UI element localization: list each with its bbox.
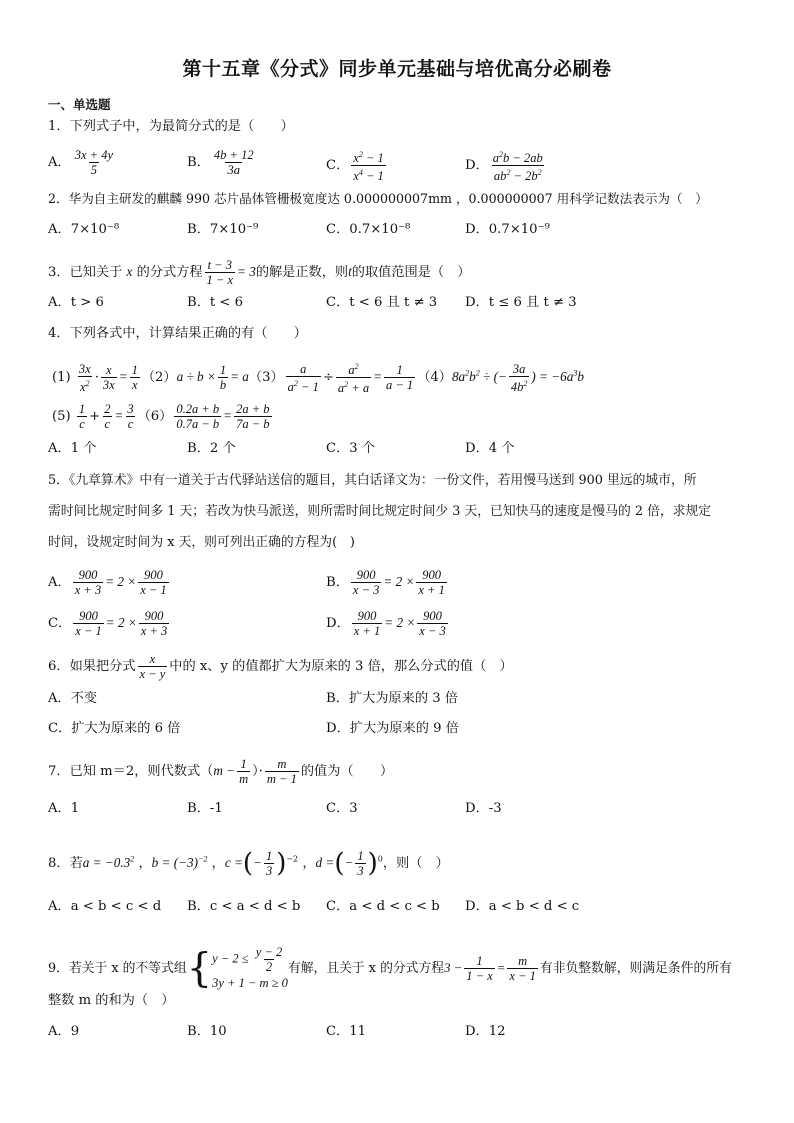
q2-option-a[interactable]: A．7×10⁻⁸ [48,222,120,237]
q8-option-b[interactable]: B．c < a < d < b [187,899,301,914]
question-8-stem: 8．若$a = -0.3^2$ ，$b = (-3)^{-2}$ ，c =(− $\frac{1}{3}$ )$^{-2}$ ，d =(− $\frac{1}{3}$ )$^0$，则（ ） [48,848,449,879]
q4-option-d[interactable]: D．4 个 [465,441,515,456]
q6-option-a[interactable]: A．不变 [48,691,98,706]
q2-option-b[interactable]: B．7×10⁻⁹ [187,222,259,237]
q1-option-b[interactable]: B． $\frac{4b + 12}{3a}$ [187,148,254,177]
q7-option-a[interactable]: A．1 [48,801,80,816]
question-1-stem: 1．下列式子中，为最简分式的是（ ） [48,119,294,134]
q1-option-d[interactable]: D． $\frac{a^2b - 2ab}{ab^2 - 2b^2}$ [465,150,543,184]
q3-option-a[interactable]: A．t > 6 [48,295,104,310]
q5-option-c[interactable]: C． $\frac{900}{x - 1}$ = 2 × $\frac{900}{x + 3}$ [48,609,168,638]
q8-option-c[interactable]: C．a < d < c < b [326,899,440,914]
q5-option-d[interactable]: D． $\frac{900}{x + 1}$ = 2 × $\frac{900}{x - 3}$ [326,609,446,638]
q3-option-d[interactable]: D．t ≤ 6 且 t ≠ 3 [465,295,577,310]
q1-option-a[interactable]: A． $\frac{3x + 4y}{5}$ [48,148,113,177]
q6-option-c[interactable]: C．扩大为原来的 6 倍 [48,721,181,736]
question-5-line-1: 5．《九章算术》中有一道关于古代驿站送信的题目，其白话译文为：一份文件，若用慢马送到 900 里远的城市，所 [48,473,697,488]
q4-expressions-row-1: (1) $\frac{3x}{x^2}$ · $\frac{x}{3x}$ = $\frac{1}{x}$ （2）a ÷ b × $\frac{1}{b}$ = a（3） $\frac{a}{a^2 - 1}$ ÷ $\frac{a^2}{a^2 + a}$ = $\frac{1}{a - 1}$ $(4)8a^2b^2$ ÷ (− $\frac{3a}{4b^2}$ ) = $-6a^3b$ [52,361,584,396]
q5-option-b[interactable]: B． $\frac{900}{x - 3}$ = 2 × $\frac{900}{x + 1}$ [326,568,445,597]
question-5-line-2: 需时间比规定时间多 1 天；若改为快马派送，则所需时间比规定时间少 3 天，已知快马的速度是慢马的 2 倍，求规定 [48,504,712,519]
q7-option-c[interactable]: C．3 [326,801,358,816]
question-9-stem: 9．若关于 x 的不等式组{ y − 2 ≤ $\frac{y - 2}{2}$ 3y + 1 − m ≥ 0 有解，且关于 x 的分式方程3 − $\frac{1}{1 - x}$ = $\frac{m}{x - 1}$ 有非负整数解，则满足条件的所有 [48,945,732,992]
q6-option-b[interactable]: B．扩大为原来的 3 倍 [326,691,458,706]
section-heading: 一、单选题 [48,97,111,112]
q9-option-b[interactable]: B．10 [187,1024,227,1039]
question-2-stem: 2．华为自主研发的麒麟 990 芯片晶体管栅极宽度达 0.000000007mm ，0.000000007 用科学记数法表示为（ ） [48,191,708,206]
q9-option-a[interactable]: A．9 [48,1024,80,1039]
q1-option-c[interactable]: C． $\frac{x^2 - 1}{x^4 - 1}$ [326,150,384,184]
q2-option-d[interactable]: D．0.7×10⁻⁹ [465,222,550,237]
q8-option-a[interactable]: A．a < b < c < d [48,899,162,914]
q4-option-a[interactable]: A．1 个 [48,441,97,456]
q9-option-c[interactable]: C．11 [326,1024,367,1039]
q8-option-d[interactable]: D．a < b < d < c [465,899,580,914]
question-7-stem: 7．已知 m＝2，则代数式（m − $\frac{1}{m}$ ）· $\frac{m}{m - 1}$ 的值为（ ） [48,757,394,786]
q4-option-c[interactable]: C．3 个 [326,441,376,456]
question-6-stem: 6．如果把分式 $\frac{x}{x - y}$ 中的 x、y 的值都扩大为原来的 3 倍，那么分式的值（ ） [48,652,513,681]
q5-option-a[interactable]: A． $\frac{900}{x + 3}$ = 2 × $\frac{900}{x - 1}$ [48,568,167,597]
q9-option-d[interactable]: D．12 [465,1024,506,1039]
q4-option-b[interactable]: B．2 个 [187,441,236,456]
question-5-line-3: 时间，设规定时间为 x 天，则可列出正确的方程为( ) [48,535,355,550]
q7-option-d[interactable]: D．-3 [465,801,502,816]
q6-option-d[interactable]: D．扩大为原来的 9 倍 [326,721,459,736]
q4-expressions-row-2: (5) $\frac{1}{c}$ + $\frac{2}{c}$ = $\frac{3}{c}$ （6） $\frac{0.2a + b}{0.7a - b}$ = $\frac{2a + b}{7a - b}$ [52,402,270,431]
q7-option-b[interactable]: B．-1 [187,801,223,816]
q2-option-c[interactable]: C．0.7×10⁻⁸ [326,222,411,237]
question-3-stem: 3．已知关于 x 的分式方程 $\frac{t - 3}{1 - x}$ = 3的解是正数，则t的取值范围是（ ） [48,258,471,287]
q3-option-b[interactable]: B．t < 6 [187,295,244,310]
page-title: 第十五章《分式》同步单元基础与培优高分必刷卷 [182,58,612,80]
q3-option-c[interactable]: C．t < 6 且 t ≠ 3 [326,295,438,310]
question-4-stem: 4．下列各式中，计算结果正确的有（ ） [48,326,307,341]
question-9-line-2: 整数 m 的和为（ ） [48,993,175,1008]
